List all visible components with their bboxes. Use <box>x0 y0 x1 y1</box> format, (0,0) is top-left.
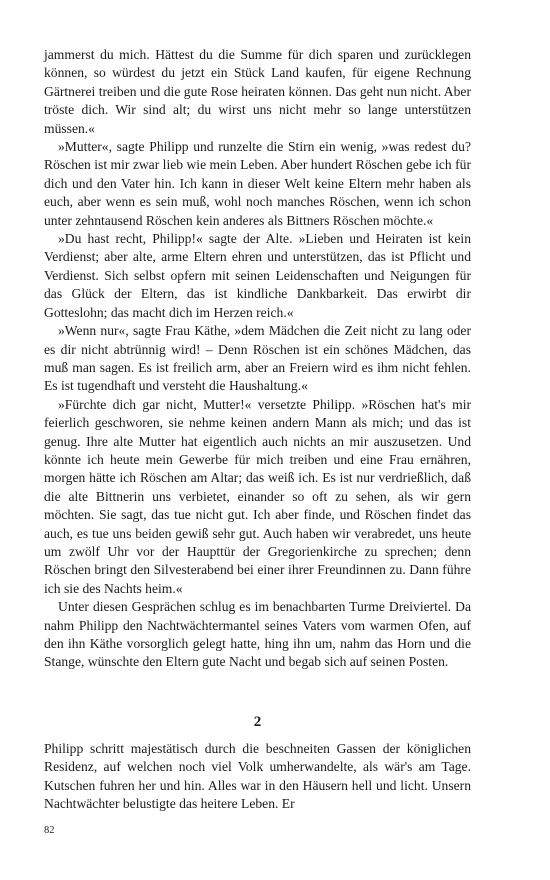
paragraph: »Du hast recht, Philipp!« sagte der Alte. »Lieben und Heiraten ist kein Verdienst; aber alte, arme Eltern ehren und unterstützen, das ist Pflicht und Verdienst. Sich selbst opfern mit seinen Leidenschaften und Neigungen für das Glück der Eltern, das ist kindliche Dankbarkeit. Das erwirbt dir Gotteslohn; das macht dich im Herzen reich.« <box>44 231 471 320</box>
paragraph: »Fürchte dich gar nicht, Mutter!« versetzte Philipp. »Röschen hat's mir feierlich geschworen, sie nehme keinen andern Mann als mich; und das ist genug. Ihre alte Mutter hat eigentlich auch nichts an mir auszusetzen. Und könnte ich heute mein Gewerbe für mich treiben und eine Frau ernähren, morgen hätte ich Röschen am Altar; das weiß ich. Es ist nur verdrießlich, daß die alte Bittnerin uns verbietet, einander so oft zu sehen, als wir gern möchten. Sie sagt, das tue nicht gut. Ich aber finde, und Röschen findet das auch, es tue uns beiden gewiß sehr gut. Auch haben wir verabredet, uns heute um zwölf Uhr vor der Haupttür der Gregorienkirche zu sprechen; denn Röschen bringt den Silvesterabend bei einer ihrer Freundinnen zu. Dann führe ich sie des Nachts heim.« <box>44 396 471 596</box>
paragraph: Unter diesen Gesprächen schlug es im benachbarten Turme Dreiviertel. Da nahm Philipp den Nachtwächtermantel seines Vaters vom warmen Ofen, auf den ihn Käthe vorsorglich gelegt hatte, hing ihn um, nahm das Horn und die Stange, wünschte den Eltern gute Nacht und begab sich auf seinen Posten. <box>44 599 471 670</box>
paragraph: Philipp schritt majestätisch durch die beschneiten Gassen der königlichen Residenz, auf welchen noch viel Volk umherwandelte, als wär's am Tage. Kutschen fuhren her und hin. Alles war in den Häusern hell und licht. Unsern Nachtwächter belustigte das heitere Leben. Er <box>44 741 471 812</box>
chapter-heading: 2 <box>253 714 262 730</box>
paragraph: »Mutter«, sagte Philipp und runzelte die Stirn ein wenig, »was redest du? Röschen ist mir zwar lieb wie mein Leben. Aber hundert Röschen gebe ich für dich und den Vater hin. Ich kann in dieser Welt keine Eltern mehr haben als euch, aber wenn es sein muß, wohl noch manches Röschen, wenn ich schon unter zehntausend Röschen kein anderes als Bittners Röschen möchte.« <box>44 139 471 228</box>
paragraph: jammerst du mich. Hättest du die Summe für dich sparen und zurücklegen können, so würdest du jetzt ein Stück Land kaufen, für eigene Rechnung Gärtnerei treiben und die gute Rose heiraten können. Das geht nun nicht. Aber tröste dich. Wir sind alt; du wirst uns nicht mehr so lange unterstützen müssen.« <box>44 47 471 136</box>
page-number: 82 <box>44 825 55 836</box>
body-text-upper <box>44 46 471 672</box>
paragraph: »Wenn nur«, sagte Frau Käthe, »dem Mädchen die Zeit nicht zu lang oder es dir nicht abtrünnig wird! – Denn Röschen ist ein schönes Mädchen, das muß man sagen. Es ist freilich arm, aber an Freiern wird es ihm nicht fehlen. Es ist tugendhaft und versteht die Haushaltung.« <box>44 323 471 394</box>
body-text-lower <box>44 740 471 814</box>
